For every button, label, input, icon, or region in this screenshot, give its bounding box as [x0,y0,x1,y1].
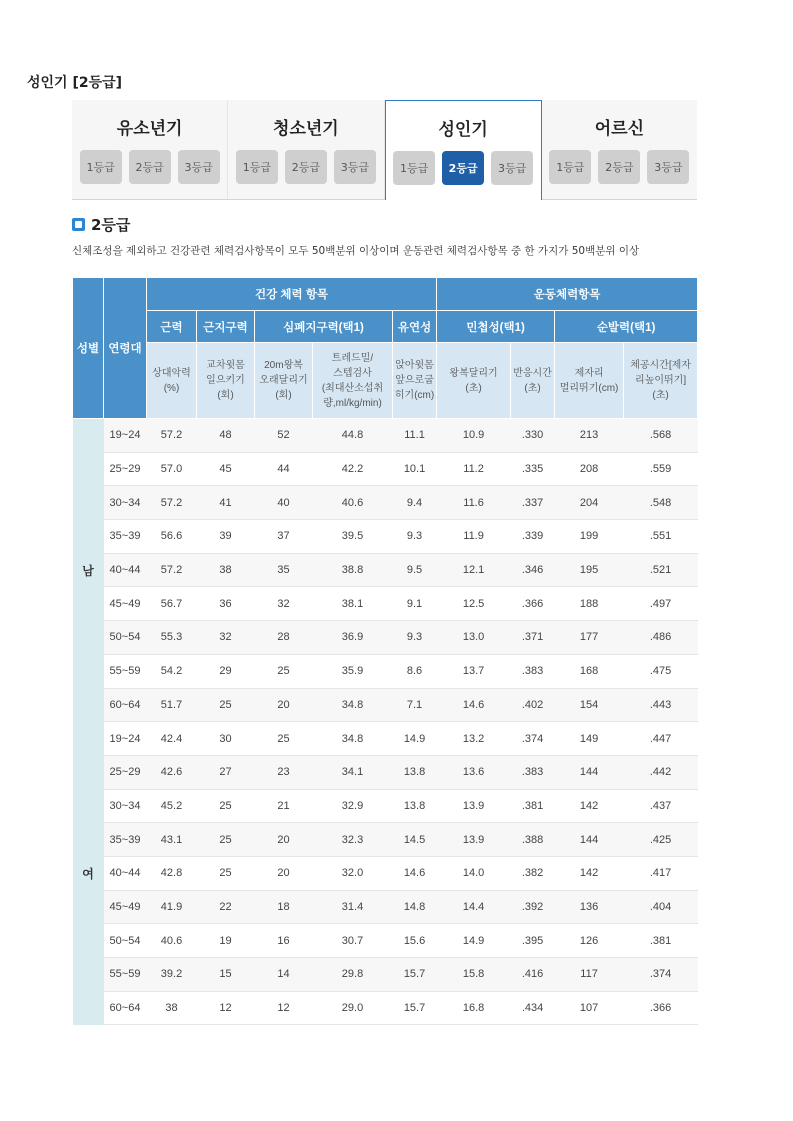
value-cell: 14.8 [393,890,437,924]
table-row [73,991,698,1025]
value-cell: 41 [197,486,255,520]
grade-button-row [228,150,383,184]
table-row [73,553,698,587]
value-cell: 39.2 [147,958,197,992]
value-cell: .521 [624,553,698,587]
value-cell: .437 [624,789,698,823]
value-cell: 15.8 [437,958,511,992]
square-bullet-icon [72,218,85,231]
age-cell: 60~64 [104,688,147,722]
value-cell: 29.0 [313,991,393,1025]
table-row [73,621,698,655]
age-cell: 30~34 [104,789,147,823]
value-cell: 13.0 [437,621,511,655]
value-cell: 13.6 [437,755,511,789]
value-cell: 25 [197,856,255,890]
value-cell: 36.9 [313,621,393,655]
subheader-airtime: 체공시간[제자 리높이뛰기] (초) [624,343,698,419]
section-header [72,214,130,235]
value-cell: .443 [624,688,698,722]
age-cell: 35~39 [104,823,147,857]
grade-button[interactable]: 1등급 [549,150,591,184]
value-cell: .374 [624,958,698,992]
header-cardio: 심폐지구력(택1) [255,311,393,343]
value-cell: 29 [197,654,255,688]
value-cell: .366 [511,587,555,621]
value-cell: .371 [511,621,555,655]
value-cell: .551 [624,520,698,554]
value-cell: 42.4 [147,722,197,756]
value-cell: 7.1 [393,688,437,722]
value-cell: 14.9 [437,924,511,958]
tab-title[interactable]: 어르신 [594,119,645,139]
table-row [73,958,698,992]
value-cell: 10.9 [437,419,511,453]
value-cell: 56.7 [147,587,197,621]
value-cell: 12 [255,991,313,1025]
value-cell: 43.1 [147,823,197,857]
value-cell: 9.1 [393,587,437,621]
table-row [73,587,698,621]
table-row [73,823,698,857]
value-cell: 15 [197,958,255,992]
value-cell: 188 [555,587,624,621]
header-flexibility: 유연성 [393,311,437,343]
value-cell: 31.4 [313,890,393,924]
value-cell: 15.7 [393,958,437,992]
value-cell: 39.5 [313,520,393,554]
value-cell: .381 [511,789,555,823]
header-agility: 민첩성(택1) [437,311,555,343]
tab-group-1 [228,100,384,199]
value-cell: 28 [255,621,313,655]
value-cell: 142 [555,856,624,890]
grade-button[interactable]: 1등급 [236,150,278,184]
value-cell: 204 [555,486,624,520]
subheader-long-jump: 제자리 멀리뛰기(cm) [555,343,624,419]
value-cell: 54.2 [147,654,197,688]
age-cell: 19~24 [104,722,147,756]
table-row [73,924,698,958]
value-cell: 13.9 [437,823,511,857]
value-cell: 12 [197,991,255,1025]
value-cell: 55.3 [147,621,197,655]
header-health-fitness: 건강 체력 항목 [147,278,437,311]
table-row [73,452,698,486]
value-cell: 12.1 [437,553,511,587]
value-cell: 11.1 [393,419,437,453]
value-cell: 30 [197,722,255,756]
age-cell: 50~54 [104,924,147,958]
value-cell: 136 [555,890,624,924]
grade-button-row [72,150,227,184]
value-cell: .475 [624,654,698,688]
subheader-treadmill: 트레드밀/ 스텝검사 (최대산소섭취 량,ml/kg/min) [313,343,393,419]
value-cell: 9.3 [393,621,437,655]
value-cell: 38 [197,553,255,587]
value-cell: 29.8 [313,958,393,992]
table-row [73,890,698,924]
age-cell: 45~49 [104,890,147,924]
value-cell: 32.9 [313,789,393,823]
value-cell: 38.1 [313,587,393,621]
value-cell: 23 [255,755,313,789]
value-cell: 15.6 [393,924,437,958]
value-cell: 38.8 [313,553,393,587]
table-row [73,722,698,756]
value-cell: .434 [511,991,555,1025]
grade-button[interactable]: 3등급 [178,150,220,184]
value-cell: 34.1 [313,755,393,789]
value-cell: .417 [624,856,698,890]
value-cell: 37 [255,520,313,554]
value-cell: 13.7 [437,654,511,688]
header-age: 연령대 [104,278,147,419]
value-cell: 44.8 [313,419,393,453]
value-cell: 213 [555,419,624,453]
value-cell: 154 [555,688,624,722]
value-cell: 32 [197,621,255,655]
table-row [73,654,698,688]
page-title: 성인기 [2등급] [27,75,123,91]
age-cell: 30~34 [104,486,147,520]
value-cell: 19 [197,924,255,958]
tab-title[interactable]: 청소년기 [273,119,339,139]
value-cell: 11.6 [437,486,511,520]
value-cell: .559 [624,452,698,486]
value-cell: .442 [624,755,698,789]
grade-button[interactable]: 3등급 [334,150,376,184]
value-cell: 14.4 [437,890,511,924]
value-cell: 57.0 [147,452,197,486]
table-row [73,789,698,823]
table-row [73,419,698,453]
gender-cell: 여 [73,722,104,1025]
value-cell: 208 [555,452,624,486]
value-cell: .486 [624,621,698,655]
tab-group-3 [542,100,697,199]
age-cell: 60~64 [104,991,147,1025]
value-cell: 42.8 [147,856,197,890]
value-cell: .366 [624,991,698,1025]
value-cell: .381 [624,924,698,958]
value-cell: .548 [624,486,698,520]
fitness-standard-table [72,277,698,1025]
header-power: 순발력(택1) [555,311,698,343]
value-cell: 42.2 [313,452,393,486]
value-cell: 48 [197,419,255,453]
value-cell: 13.2 [437,722,511,756]
table-row [73,688,698,722]
grade-button[interactable]: 2등급 [598,150,640,184]
value-cell: .395 [511,924,555,958]
value-cell: 117 [555,958,624,992]
value-cell: 144 [555,755,624,789]
value-cell: 13.9 [437,789,511,823]
value-cell: .497 [624,587,698,621]
age-cell: 40~44 [104,553,147,587]
value-cell: .337 [511,486,555,520]
table-row [73,755,698,789]
value-cell: 32 [255,587,313,621]
age-cell: 35~39 [104,520,147,554]
value-cell: 51.7 [147,688,197,722]
subheader-shuttle: 20m왕복 오래달리기 (회) [255,343,313,419]
value-cell: 14.5 [393,823,437,857]
value-cell: 25 [197,823,255,857]
grade-button[interactable]: 1등급 [80,150,122,184]
value-cell: 40 [255,486,313,520]
value-cell: 11.2 [437,452,511,486]
age-cell: 25~29 [104,755,147,789]
subheader-shuttle-run: 왕복달리기 (초) [437,343,511,419]
value-cell: 18 [255,890,313,924]
age-cell: 40~44 [104,856,147,890]
value-cell: 36 [197,587,255,621]
value-cell: .383 [511,654,555,688]
subheader-situp: 교차윗몸 일으키기 (회) [197,343,255,419]
value-cell: 16 [255,924,313,958]
value-cell: .425 [624,823,698,857]
value-cell: .392 [511,890,555,924]
age-category-tabs [72,100,697,200]
table-row [73,486,698,520]
subheader-reaction: 반응시간 (초) [511,343,555,419]
value-cell: 35 [255,553,313,587]
value-cell: 30.7 [313,924,393,958]
value-cell: 126 [555,924,624,958]
value-cell: 34.8 [313,688,393,722]
table-row [73,520,698,554]
value-cell: 12.5 [437,587,511,621]
value-cell: .374 [511,722,555,756]
grade-button-row [542,150,697,184]
value-cell: 45 [197,452,255,486]
value-cell: 25 [255,722,313,756]
value-cell: 14.0 [437,856,511,890]
age-cell: 50~54 [104,621,147,655]
grade-button[interactable]: 2등급 [129,150,171,184]
value-cell: 16.8 [437,991,511,1025]
grade-button[interactable]: 3등급 [647,150,689,184]
value-cell: 52 [255,419,313,453]
value-cell: .335 [511,452,555,486]
value-cell: 22 [197,890,255,924]
value-cell: 13.8 [393,789,437,823]
gender-cell: 남 [73,419,104,722]
value-cell: 14.6 [393,856,437,890]
value-cell: 39 [197,520,255,554]
value-cell: 45.2 [147,789,197,823]
value-cell: 20 [255,823,313,857]
value-cell: 20 [255,688,313,722]
age-cell: 19~24 [104,419,147,453]
value-cell: .416 [511,958,555,992]
value-cell: .382 [511,856,555,890]
value-cell: .330 [511,419,555,453]
value-cell: 25 [197,789,255,823]
grade-button-row [386,151,541,185]
value-cell: 199 [555,520,624,554]
section-title: 2등급 [91,216,131,234]
age-cell: 55~59 [104,654,147,688]
value-cell: 25 [197,688,255,722]
value-cell: 9.5 [393,553,437,587]
value-cell: 149 [555,722,624,756]
value-cell: 56.6 [147,520,197,554]
value-cell: 57.2 [147,419,197,453]
value-cell: 57.2 [147,486,197,520]
value-cell: 144 [555,823,624,857]
value-cell: 42.6 [147,755,197,789]
value-cell: 25 [255,654,313,688]
value-cell: 32.3 [313,823,393,857]
value-cell: 10.1 [393,452,437,486]
section-description: 신체조성을 제외하고 건강관련 체력검사항목이 모두 50백분위 이상이며 운동관련 체력검사항목 중 한 가지가 50백분위 이상 [72,245,640,257]
value-cell: 44 [255,452,313,486]
value-cell: .339 [511,520,555,554]
value-cell: 107 [555,991,624,1025]
value-cell: 20 [255,856,313,890]
value-cell: .388 [511,823,555,857]
value-cell: 14.9 [393,722,437,756]
value-cell: .402 [511,688,555,722]
value-cell: 34.8 [313,722,393,756]
value-cell: 40.6 [147,924,197,958]
header-sport-fitness: 운동체력항목 [437,278,698,311]
value-cell: .404 [624,890,698,924]
value-cell: 11.9 [437,520,511,554]
value-cell: 27 [197,755,255,789]
value-cell: 15.7 [393,991,437,1025]
value-cell: 13.8 [393,755,437,789]
age-cell: 55~59 [104,958,147,992]
value-cell: 57.2 [147,553,197,587]
tab-title[interactable]: 성인기 [438,120,488,140]
table-row [73,856,698,890]
tab-group-2 [385,100,542,200]
grade-button[interactable]: 3등급 [491,151,533,185]
value-cell: 195 [555,553,624,587]
grade-button[interactable]: 2등급 [285,150,327,184]
header-strength: 근력 [147,311,197,343]
value-cell: 9.3 [393,520,437,554]
tab-title[interactable]: 유소년기 [116,119,183,139]
value-cell: 35.9 [313,654,393,688]
value-cell: 41.9 [147,890,197,924]
subheader-sit-reach: 앉아윗몸 앞으로굽 히기(cm) [393,343,437,419]
value-cell: 177 [555,621,624,655]
value-cell: 9.4 [393,486,437,520]
subheader-grip: 상대악력 (%) [147,343,197,419]
header-gender: 성별 [73,278,104,419]
value-cell: 14 [255,958,313,992]
tab-group-0 [72,100,228,199]
grade-button[interactable]: 2등급 [442,151,484,185]
value-cell: 40.6 [313,486,393,520]
value-cell: 38 [147,991,197,1025]
value-cell: 21 [255,789,313,823]
value-cell: .346 [511,553,555,587]
value-cell: 142 [555,789,624,823]
value-cell: .568 [624,419,698,453]
value-cell: 168 [555,654,624,688]
grade-button[interactable]: 1등급 [393,151,435,185]
age-cell: 25~29 [104,452,147,486]
age-cell: 45~49 [104,587,147,621]
header-muscular-endurance: 근지구력 [197,311,255,343]
value-cell: 14.6 [437,688,511,722]
value-cell: .383 [511,755,555,789]
value-cell: 32.0 [313,856,393,890]
value-cell: .447 [624,722,698,756]
value-cell: 8.6 [393,654,437,688]
